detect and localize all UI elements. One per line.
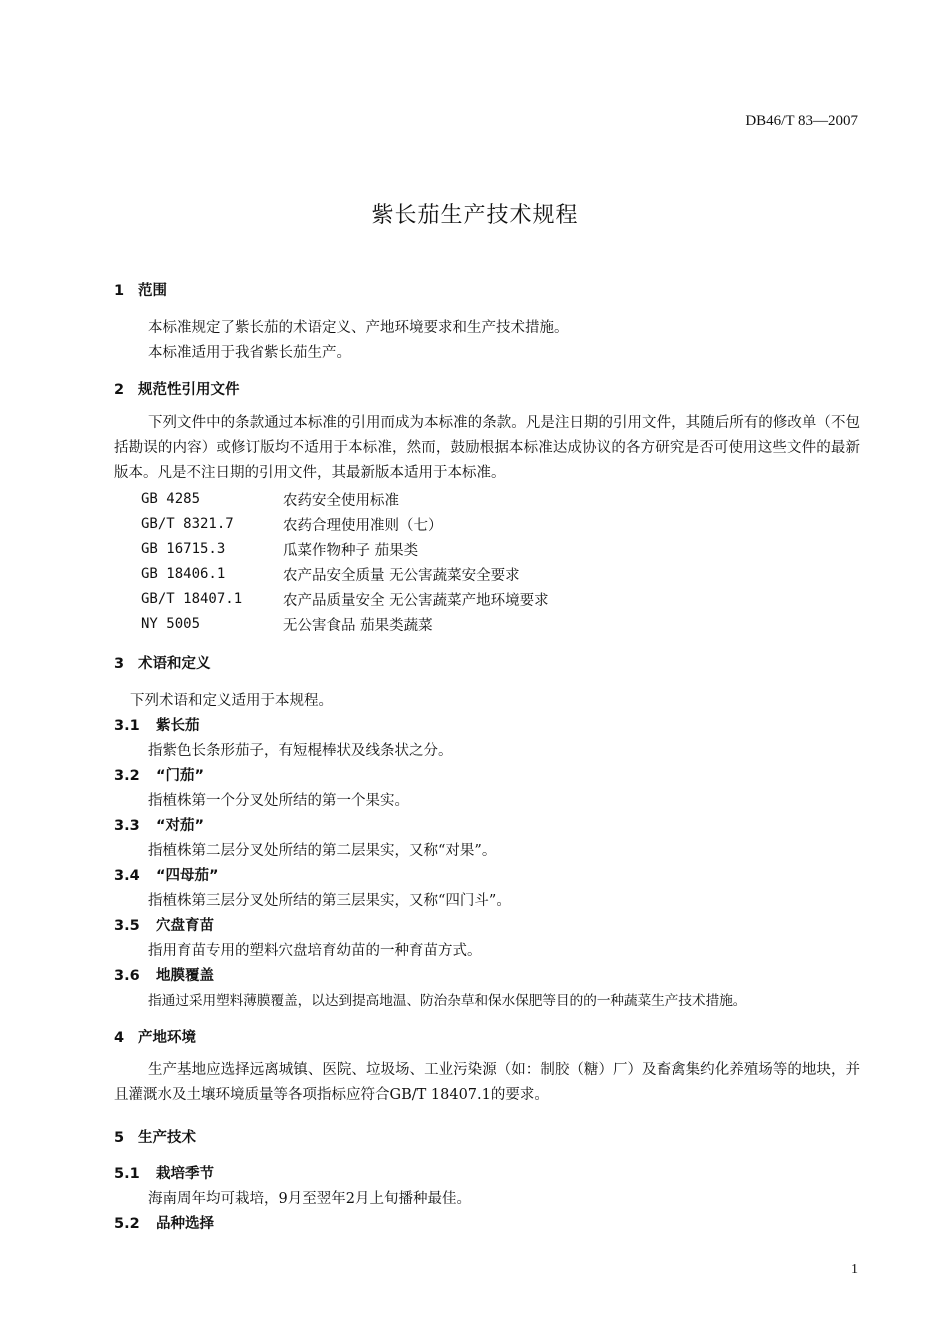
term-number: 3.1 <box>114 718 140 734</box>
term-number: 3.6 <box>114 968 140 984</box>
term-definition: 指紫色长条形茄子，有短棍棒状及线条状之分。 <box>148 743 453 759</box>
paragraph: 本标准规定了紫长茄的术语定义、产地环境要求和生产技术措施。 <box>148 320 569 336</box>
section-number: 2 <box>114 382 125 398</box>
ref-code: GB/T 18407.1 <box>141 591 243 607</box>
term-number: 3.3 <box>114 818 140 834</box>
ref-code: NY 5005 <box>141 616 201 632</box>
paragraph: 海南周年均可栽培，9月至翌年2月上旬播种最佳。 <box>148 1191 471 1207</box>
term-name: “对茄” <box>156 818 205 834</box>
section-2-heading <box>114 378 240 399</box>
subsection-number: 5.1 <box>114 1166 140 1182</box>
term-definition: 指通过采用塑料薄膜覆盖，以达到提高地温、防治杂草和保水保肥等目的的一种蔬菜生产技术措施。 <box>148 993 747 1009</box>
term-definition: 指用育苗专用的塑料穴盘培育幼苗的一种育苗方式。 <box>148 943 482 959</box>
ref-code: GB 18406.1 <box>141 566 226 582</box>
term-number: 3.2 <box>114 768 140 784</box>
term-name: 穴盘育苗 <box>156 918 214 934</box>
ref-title: 农产品质量安全 无公害蔬菜产地环境要求 <box>283 593 549 609</box>
paragraph: 下列文件中的条款通过本标准的引用而成为本标准的条款。凡是注日期的引用文件，其随后所有的修改单（不包括勘误的内容）或修订版均不适用于本标准，然而，鼓励根据本标准达成协议的各方研究是否可使用这些文件的最新版本。凡是不注日期的引用文件，其最新版本适用于本标准。 <box>114 415 860 481</box>
subsection-heading <box>114 1162 214 1183</box>
term-heading <box>114 764 204 785</box>
section-5-heading <box>114 1126 196 1147</box>
ref-code: GB 16715.3 <box>141 541 226 557</box>
section-1-heading <box>114 279 167 300</box>
term-name: 紫长茄 <box>156 718 200 734</box>
ref-title: 瓜菜作物种子 茄果类 <box>283 543 419 559</box>
paragraph: 本标准适用于我省紫长茄生产。 <box>148 345 351 361</box>
term-heading <box>114 814 204 835</box>
standard-code: DB46/T 83—2007 <box>745 113 858 129</box>
term-heading <box>114 914 214 935</box>
term-definition: 指植株第三层分叉处所结的第三层果实，又称“四门斗”。 <box>148 893 511 909</box>
document-title: 紫长茄生产技术规程 <box>371 203 579 228</box>
term-heading <box>114 964 214 985</box>
ref-code: GB 4285 <box>141 491 201 507</box>
section-title: 产地环境 <box>138 1030 196 1046</box>
section-number: 4 <box>114 1030 125 1046</box>
term-name: “四母茄” <box>156 868 219 884</box>
section-number: 3 <box>114 656 125 672</box>
term-name: 地膜覆盖 <box>156 968 214 984</box>
ref-title: 无公害食品 茄果类蔬菜 <box>283 618 433 634</box>
ref-title: 农产品安全质量 无公害蔬菜安全要求 <box>283 568 520 584</box>
paragraph: 生产基地应选择远离城镇、医院、垃圾场、工业污染源（如：制胶（糖）厂）及畜禽集约化养殖场等的地块，并且灌溉水及土壤环境质量等各项指标应符合GB/T 18407.1的要求。 <box>114 1062 860 1103</box>
subsection-heading <box>114 1212 214 1233</box>
term-heading <box>114 714 200 735</box>
section-3-heading <box>114 652 211 673</box>
ref-code: GB/T 8321.7 <box>141 516 234 532</box>
section-number: 1 <box>114 283 125 299</box>
subsection-number: 5.2 <box>114 1216 140 1232</box>
term-definition: 指植株第二层分叉处所结的第二层果实，又称“对果”。 <box>148 843 497 859</box>
term-definition: 指植株第一个分叉处所结的第一个果实。 <box>148 793 409 809</box>
section-4-heading <box>114 1026 196 1047</box>
section-title: 规范性引用文件 <box>138 382 240 398</box>
page-number: 1 <box>851 1262 858 1277</box>
term-number: 3.5 <box>114 918 140 934</box>
term-name: “门茄” <box>156 768 205 784</box>
subsection-title: 栽培季节 <box>156 1166 214 1182</box>
section-title: 生产技术 <box>138 1130 196 1146</box>
term-heading <box>114 864 219 885</box>
ref-title: 农药合理使用准则（七） <box>283 518 443 534</box>
section-number: 5 <box>114 1130 125 1146</box>
ref-title: 农药安全使用标准 <box>283 493 399 509</box>
section-title: 术语和定义 <box>138 656 211 672</box>
subsection-title: 品种选择 <box>156 1216 214 1232</box>
section-title: 范围 <box>138 283 167 299</box>
term-number: 3.4 <box>114 868 140 884</box>
paragraph: 下列术语和定义适用于本规程。 <box>130 693 333 709</box>
